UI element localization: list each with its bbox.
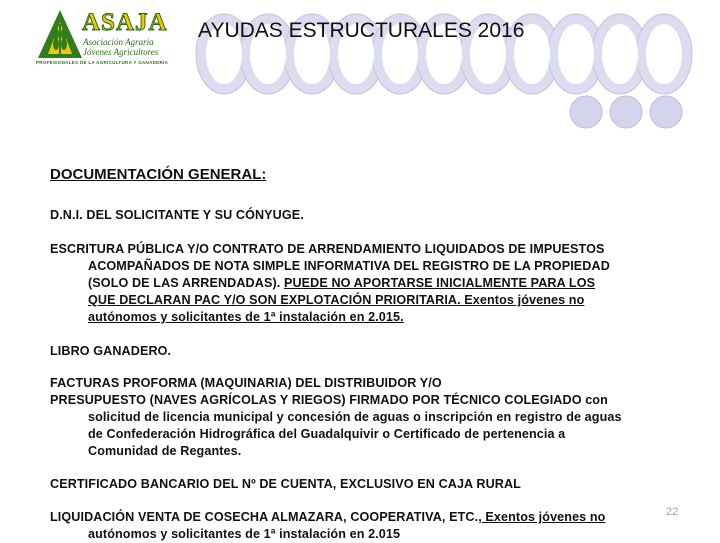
escritura-line-3-a: (SOLO DE LAS ARRENDADAS). xyxy=(88,276,284,290)
logo-subtitle-1: Asociación Agraria xyxy=(83,37,154,47)
liquidacion-line-1-b: Exentos jóvenes no xyxy=(481,510,606,524)
facturas-line-5: Comunidad de Regantes. xyxy=(88,444,242,458)
item-libro-text: LIBRO GANADERO. xyxy=(50,344,172,358)
item-dni-text: D.N.I. DEL SOLICITANTE Y SU CÓNYUGE. xyxy=(50,208,304,222)
escritura-line-3-b: PUEDE NO APORTARSE INICIALMENTE PARA LOS xyxy=(283,276,596,290)
escritura-line-1: ESCRITURA PÚBLICA Y/O CONTRATO DE ARRENDAMIENTO LIQUIDADOS DE IMPUESTOS xyxy=(50,242,605,256)
logo-wordmark: ASAJA xyxy=(82,9,168,36)
item-certificado xyxy=(50,476,690,493)
wheat-emblem-icon xyxy=(36,8,84,60)
page-title: AYUDAS ESTRUCTURALES 2016 xyxy=(198,19,525,42)
liquidacion-line-2: autónomos y solicitantes de 1ª instalación en 2.015 xyxy=(88,527,401,541)
item-libro xyxy=(50,343,690,360)
item-escritura xyxy=(50,241,690,326)
item-facturas xyxy=(50,375,690,460)
facturas-line-3: solicitud de licencia municipal y concesión de aguas o inscripción en registro de aguas xyxy=(88,410,622,424)
item-liquidacion xyxy=(50,509,690,543)
item-certificado-text: CERTIFICADO BANCARIO DEL Nº DE CUENTA, EXCLUSIVO EN CAJA RURAL xyxy=(50,477,521,491)
page-number: 22 xyxy=(666,506,679,518)
logo-tagline: PROFESIONALES DE LA AGRICULTURA Y GANADERÍA xyxy=(36,60,169,65)
escritura-line-2: ACOMPAÑADOS DE NOTA SIMPLE INFORMATIVA DEL REGISTRO DE LA PROPIEDAD xyxy=(88,259,610,273)
escritura-line-3 xyxy=(50,275,690,292)
facturas-line-1: FACTURAS PROFORMA (MAQUINARIA) DEL DISTRIBUIDOR Y/O xyxy=(50,376,442,390)
facturas-line-4: de Confederación Hidrográfica del Guadalquivir o Certificado de pertenencia a xyxy=(88,427,566,441)
asaja-logo xyxy=(36,6,168,64)
logo-subtitle-2: Jóvenes Agricultores xyxy=(83,47,159,57)
section-heading: DOCUMENTACIÓN GENERAL: xyxy=(50,166,267,183)
liquidacion-line-1-a: LIQUIDACIÓN VENTA DE COSECHA ALMAZARA, COOPERATIVA, ETC., xyxy=(50,510,482,524)
escritura-line-5: autónomos y solicitantes de 1ª instalación en 2.015. xyxy=(88,310,404,324)
item-dni xyxy=(50,207,690,224)
escritura-line-4: QUE DECLARAN PAC Y/O SON EXPLOTACIÓN PRIORITARIA. Exentos jóvenes no xyxy=(88,293,585,307)
facturas-line-2: PRESUPUESTO (NAVES AGRÍCOLAS Y RIEGOS) FIRMADO POR TÉCNICO COLEGIADO con xyxy=(50,393,608,407)
